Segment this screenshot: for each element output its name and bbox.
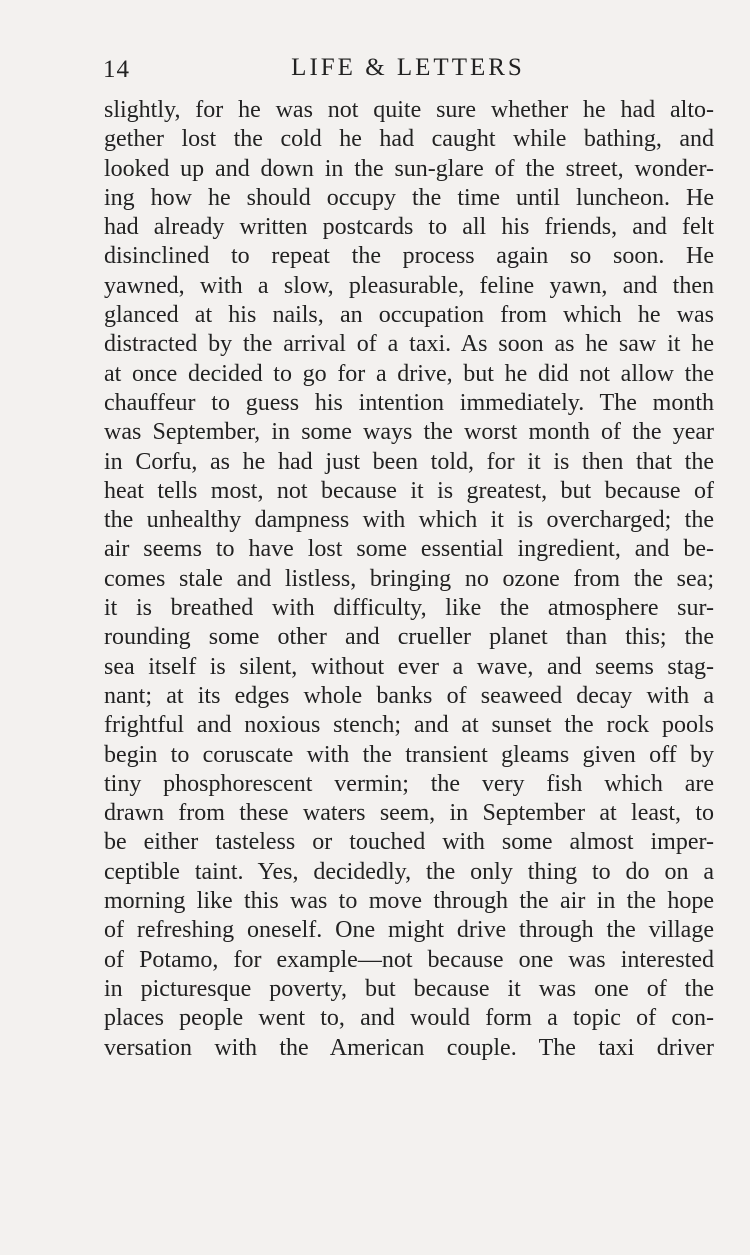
running-head: LIFE & LETTERS (291, 54, 525, 81)
text-line: looked up and down in the sun-glare of the street, wonder- (104, 155, 714, 182)
text-line: yawned, with a slow, pleasurable, feline yawn, and then (104, 272, 714, 299)
text-line: nant; at its edges whole banks of seaweed decay with a (104, 682, 714, 709)
text-line: ing how he should occupy the time until luncheon. He (104, 184, 714, 211)
text-line: chauffeur to guess his intention immediately. The month (104, 389, 714, 416)
text-line: was September, in some ways the worst month of the year (104, 419, 714, 446)
text-line: had already written postcards to all his friends, and felt (104, 214, 714, 241)
text-line: of Potamo, for example—not because one was interested (104, 946, 714, 973)
text-line: begin to coruscate with the transient gleams given off by (104, 741, 714, 768)
page-header (103, 52, 713, 88)
text-line: frightful and noxious stench; and at sunset the rock pools (104, 712, 714, 739)
text-line: of refreshing oneself. One might drive through the village (104, 917, 714, 944)
text-line: rounding some other and crueller planet than this; the (104, 624, 714, 651)
text-line: distracted by the arrival of a taxi. As soon as he saw it he (104, 331, 714, 358)
text-line: in Corfu, as he had just been told, for it is then that the (104, 448, 714, 475)
text-line: heat tells most, not because it is greatest, but because of (104, 477, 714, 504)
text-line: glanced at his nails, an occupation from which he was (104, 302, 714, 329)
page-number: 14 (103, 56, 130, 83)
text-line: gether lost the cold he had caught while bathing, and (104, 126, 714, 153)
text-line: sea itself is silent, without ever a wave, and seems stag- (104, 653, 714, 680)
text-line: disinclined to repeat the process again so soon. He (104, 243, 714, 270)
text-line: air seems to have lost some essential ingredient, and be- (104, 536, 714, 563)
text-line: drawn from these waters seem, in September at least, to (104, 800, 714, 827)
text-line: the unhealthy dampness with which it is overcharged; the (104, 507, 714, 534)
text-line: comes stale and listless, bringing no ozone from the sea; (104, 565, 714, 592)
text-line: ceptible taint. Yes, decidedly, the only thing to do on a (104, 858, 714, 885)
body-text (104, 96, 714, 1063)
text-line: versation with the American couple. The taxi driver (104, 1034, 714, 1061)
text-line: in picturesque poverty, but because it was one of the (104, 975, 714, 1002)
text-line: morning like this was to move through the air in the hope (104, 888, 714, 915)
text-line: at once decided to go for a drive, but he did not allow the (104, 360, 714, 387)
text-line: slightly, for he was not quite sure whether he had alto- (104, 97, 714, 123)
text-line: it is breathed with difficulty, like the atmosphere sur- (104, 595, 714, 622)
text-line: places people went to, and would form a topic of con- (104, 1005, 714, 1032)
text-line: tiny phosphorescent vermin; the very fish which are (104, 770, 714, 797)
text-line: be either tasteless or touched with some almost imper- (104, 829, 714, 856)
